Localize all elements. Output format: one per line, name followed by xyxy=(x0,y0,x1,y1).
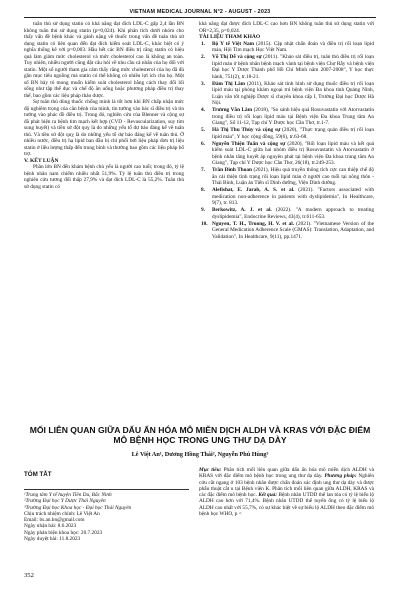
received-date: Ngày nhận bài: 8.6.2023 xyxy=(24,523,77,530)
conclusion-continued: khả năng đạt được đích LDL-C cao hơn BN không tuân thủ sử dụng statin với OR=2,35, p=0,024. xyxy=(199,21,374,34)
affiliations-block xyxy=(24,492,189,542)
conclusion-paragraph: Phần lớn BN đến khám bệnh chủ yếu là người cao tuổi; trong đó, tỷ lệ bệnh nhân nam chiếm nhiều nhất 51,9%. Tỷ lệ tuân thủ điều trị trong nghiên cứu tương đối thấp 27,9% và đạt đích LDL-C là 55,2%. Tuân thủ sử dụng statin có xyxy=(24,164,184,190)
affiliation-line: ³Trường Đại học Khoa học - Đại học Thái Nguyên xyxy=(24,504,132,511)
reference-item: 3. Đàm Thị Lâm (2011), Khảo sát tình hình sử dụng thuốc điều trị rối loạn lipid máu tại phòng khám ngoại trú bệnh viện Đa khoa tỉnh Quảng Ninh, Luận văn tốt nghiệp Dược sĩ chuyên khoa cấp I, Trường Đại học Dược Hà Nội. xyxy=(201,80,375,106)
references-heading: TÀI LIỆU THAM KHẢO xyxy=(199,34,261,40)
accepted-date: Ngày duyệt bài: 11.8.2023 xyxy=(24,536,81,543)
right-column xyxy=(199,21,374,241)
page-number: 352 xyxy=(24,572,34,579)
article-authors: Lê Việt An¹, Dương Hồng Thái², Nguyễn Phú Hùng³ xyxy=(131,451,269,458)
journal-header: VIETNAM MEDICAL JOURNAL N°2 - AUGUST - 2023 xyxy=(129,9,271,15)
abstract-label-objective: Mục tiêu: xyxy=(199,467,222,473)
affiliation-line: ¹Trung tâm Y tế huyện Tiền Du, Bắc Ninh xyxy=(24,492,112,498)
left-column xyxy=(24,21,184,190)
author-email[interactable]: Email: bs.an.bn@gmail.com xyxy=(24,517,85,524)
reference-item: 8. Alefishat, E. Jarab, A. S. et al. (2021). "Factors associated with medication non-adherence in patients with dyslipidemia", In Healthcare, 9(7), tr. 813. xyxy=(201,187,375,206)
corresponding-author: Chịu trách nhiệm chính: Lê Việt An xyxy=(24,510,100,517)
reference-list xyxy=(199,41,374,241)
affiliation-divider xyxy=(24,489,189,490)
reference-item: 2. Võ Thị Dễ và cộng sự (2011). "Khảo sát điều trị, tuân thủ điều trị rối loạn lipid máu ở bệnh nhân bệnh mạch vành tại bệnh viện Chợ Rẫy và bệnh viện Đại học Y Dược Thành phố Hồ Chí Minh năm 2007-2008", Y học thực hành, 751(2), tr.18-21. xyxy=(201,54,374,80)
discussion-paragraph-2: Sự tuân thủ dùng thuốc chống minh là tốt hơn khi BN chấp nhận mức độ nghiêm trọng của căn bệnh của mình, tin tưởng vào bác sĩ điều trị và tin tưởng vào phác đồ điều trị. Trong đó, nghiên cứu của Blenner và cộng sự đã phát hiện ra bệnh tim mạch kết hợp (CVD - Revascularization, suy tim sung huyết) và tiền sử đột quỵ là do những yếu tố dự báo đáng kể về tuân thủ. Và tiền sử đột quỵ là do những yếu tố dự báo đáng kể về tuân thủ. Ở nhiều nước, điều trị hạ lipid ban đầu bị chỉ phối bởi liệu pháp đơn trị liệu statin ở liều lượng thấp đến trung bình và thường bao gồm các liệu pháp bổ trợ. xyxy=(24,99,184,157)
affiliation-line: ²Trường Đại học Y Dược Thái Nguyên xyxy=(24,498,106,505)
discussion-paragraph-1: tuân thủ sử dụng statin có khả năng đạt đích LDL-C gấp 2,4 lần BN không tuân thủ sử dụng statin (p=0,024). Khi phân tích dưới nhóm cho thấy vấn đề bệnh khác và gánh nặng về thuốc trong vấn đề tuân thủ sử dụng statin có liên quan đến đạt đích kiểm soát LDL-C, khác biệt có ý nghĩa thống kê với p=0,003. Hầu hết các BN điều trị rằng statin có hiệu quả làm giảm mức cholesterol và mức cholesterol cao là không an toàn. Tuy nhiên, nhiều người cũng đặt câu hỏi về nhu cầu cả nhân của họ đối với statin. Một số người tham gia cảm thấy rằng mức cholesterol của họ đã đủ gần mục tiêu nguồng mà statin có thể không có nhiều lợi ích cho họ. Một số BN bày tỏ mong muốn kiểm soát cholesterol bằng cách thay đổi lối sống như tập thể dục và chế độ ăn uống hoặc phương pháp điều trị thay thế, bao gồm các liệu pháp thảo dược. xyxy=(24,21,184,99)
reference-item: 7. Trần Đình Thoan (2021), Hiệu quả truyền thông tích cực can thiệp chế độ ăn cải thiện tình trạng rối loạn lipid máu ở người cao tuổi tại nông thôn - Thái Bình, Luận án Tiến sĩ Dinh dưỡng, Viện Dinh dưỡng. xyxy=(201,167,374,186)
reference-item: 1. Bộ Y tế Việt Nam (2015). Cập nhật chẩn đoán và điều trị rối loạn lipid máu, Hội Tim mạch Học Việt Nam. xyxy=(201,40,374,53)
reference-item: 4. Trương Văn Lâm (2018), "So sánh hiệu quả Rosuvastatin với Atorvastatin trong điều trị rối loạn lipid máu tại Bệnh viện Đa khoa Trung tâm An Giang", Số 11-12, Tạp chí Y Dược học Cần Thơ, tr.1-7. xyxy=(201,107,375,126)
reference-item: 9. Berkowitz, A. J. et al. (2022). "A modern approach to treating dyslipidemia", Endocrine Reviews, 43(4), tr.611-653. xyxy=(201,207,374,220)
abstract-text: Mục tiêu: Phân tích mối liên quan giữa dấu ấn hóa mô miễn dịch ALDH và KRAS với đặc điểm mô bệnh học trong ung thư dạ dày. Phương pháp: Nghiên cứu cắt ngang ở 103 bệnh nhân được chẩn đoán xác định ung thư dạ dày và được phẫu thuật cắt u tại Bệnh viện K. Phân tích mối liên quan giữa ALDH, KRAS và các đặc điểm mô bệnh học. Kết quả: Bệnh nhân UTDD thể lan tỏa có tỷ lệ biểu lộ ALDH cao hơn với 71,4%. Bệnh nhân UTDD thể tuyến ống có tỷ lệ biểu lộ ALDH cao nhất với 55,7%, có sự khác biệt về sự biểu lộ ALDH theo đặc điểm mô bệnh học WHO, p < xyxy=(199,467,375,518)
abstract-label-method: Phương pháp: xyxy=(324,473,357,480)
article-title: MỐI LIÊN QUAN GIỮA DẤU ẤN HÓA MÔ MIỄN DỊCH ALDH VÀ KRAS VỚI ĐẶC ĐIỂM MÔ BỆNH HỌC TRONG UNG THƯ DẠ DÀY xyxy=(29,425,371,445)
reference-item: 5. Hà Thị Thu Thủy và cộng sự (2020), "Thực trạng quản điều trị rối loạn lipid máu", Y học cộng đồng, 59(6), tr.63-68. xyxy=(201,127,374,140)
summary-heading: TÓM TẮT xyxy=(24,471,52,478)
abstract-label-result: Kết quả: xyxy=(258,492,278,499)
conclusion-heading: V. KẾT LUẬN xyxy=(24,157,59,164)
reference-item: 6. Nguyễn Thiện Tuấn và cộng sự (2020), "Rối loạn lipid máu và kết quả kiểm soát LDL-C giữa hai nhóm điều trị Rosuvastatin và Atorvastatin ở bệnh nhân tăng huyết áp nguyên phát tại bệnh viện Đa khoa trung tâm An Giang", Tạp chí Y Dược học Cần Thơ, 26(18), tr.249-253. xyxy=(201,140,374,166)
reference-item: 10. Nguyen, T. H., Truong, H. V. et al. (2021). "Vietnamese Version of the General Medication Adherence Scale (GMAS): Translation, Adaptation, and Validation", In Healthcare, 9(11), pp.1471. xyxy=(201,220,374,240)
header-divider xyxy=(24,17,376,18)
review-date: Ngày phản biện khoa học: 20.7.2023 xyxy=(24,529,103,536)
